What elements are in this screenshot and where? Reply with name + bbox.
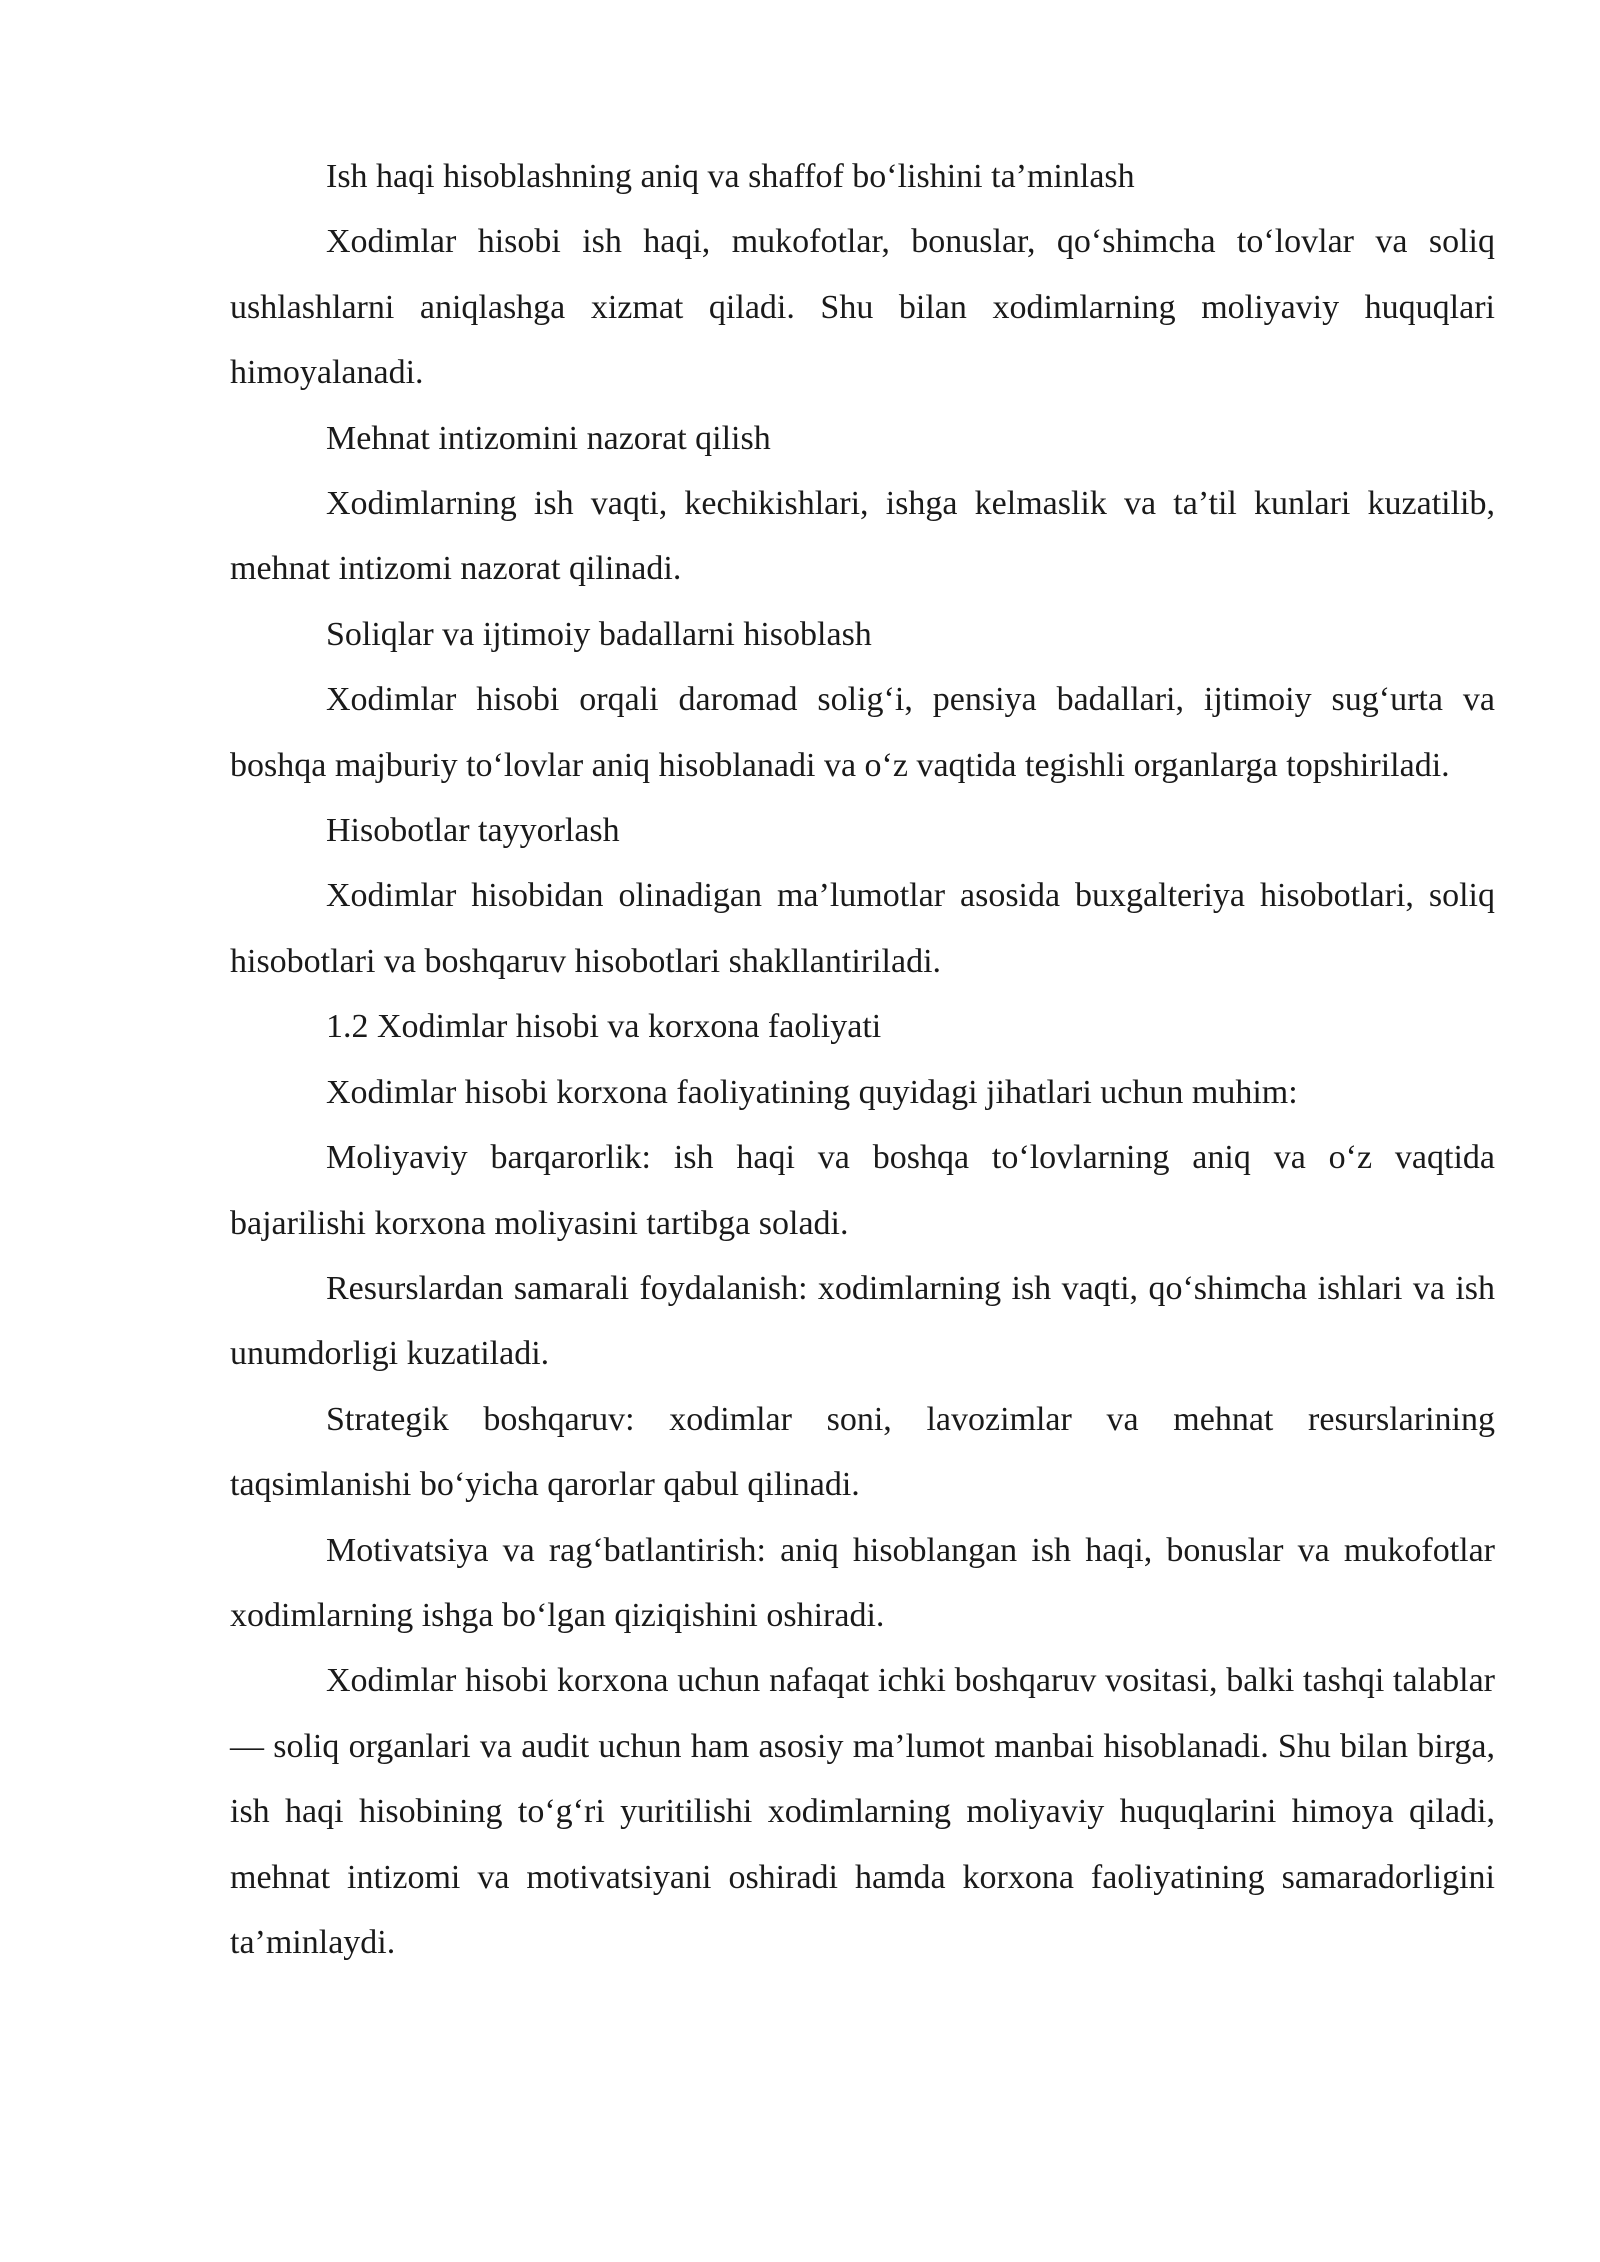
body-paragraph: Xodimlarning ish vaqti, kechikishlari, ishga kelmaslik va ta’til kunlari kuzatilib, mehnat intizomi nazorat qilinadi. — [230, 485, 1495, 588]
section-heading: Hisobotlar tayyorlash — [326, 812, 620, 850]
body-paragraph: Xodimlar hisobidan olinadigan ma’lumotlar asosida buxgalteriya hisobotlari, soliq hisobotlari va boshqaruv hisobotlari shakllantiriladi. — [230, 877, 1495, 980]
document-body — [230, 144, 1495, 1975]
list-paragraph: Strategik boshqaruv: xodimlar soni, lavozimlar va mehnat resurslarining taqsimlanishi bo‘yicha qarorlar qabul qilinadi. — [230, 1400, 1495, 1504]
list-paragraph: Motivatsiya va rag‘batlantirish: aniq hisoblangan ish haqi, bonuslar va mukofotlar xodimlarning ishga bo‘lgan qiziqishini oshiradi. — [230, 1531, 1495, 1634]
list-paragraph: Moliyaviy barqarorlik: ish haqi va boshqa to‘lovlarning aniq va o‘z vaqtida bajarilishi korxona moliyasini tartibga soladi. — [230, 1139, 1495, 1242]
list-paragraph: Resurslardan samarali foydalanish: xodimlarning ish vaqti, qo‘shimcha ishlari va ish unumdorligi kuzatiladi. — [230, 1269, 1495, 1373]
body-paragraph: Xodimlar hisobi orqali daromad solig‘i, pensiya badallari, ijtimoiy sug‘urta va boshqa majburiy to‘lovlar aniq hisoblanadi va o‘z vaqtida tegishli organlarga topshiriladi. — [230, 681, 1495, 784]
section-heading: Mehnat intizomini nazorat qilish — [326, 419, 771, 457]
body-paragraph: Xodimlar hisobi korxona faoliyatining quyidagi jihatlari uchun muhim: — [326, 1073, 1298, 1111]
body-paragraph: Xodimlar hisobi ish haqi, mukofotlar, bonuslar, qo‘shimcha to‘lovlar va soliq ushlashlarni aniqlashga xizmat qiladi. Shu bilan xodimlarning moliyaviy huquqlari himoyalanadi. — [230, 223, 1495, 392]
chapter-subheading: 1.2 Xodimlar hisobi va korxona faoliyati — [326, 1008, 882, 1046]
section-heading: Ish haqi hisoblashning aniq va shaffof bo‘lishini ta’minlash — [326, 158, 1135, 195]
conclusion-paragraph: Xodimlar hisobi korxona uchun nafaqat ichki boshqaruv vositasi, balki tashqi talablar — soliq organlari va audit uchun ham asosiy ma’lumot manbai hisoblanadi. Shu bilan birga, ish haqi hisobining to‘g‘ri yuritilishi xodimlarning moliyaviy huquqlarini himoya qiladi, mehnat intizomi va motivatsiyani oshiradi hamda korxona faoliyatining samaradorligini ta’minlaydi. — [230, 1662, 1495, 1961]
section-heading: Soliqlar va ijtimoiy badallarni hisoblash — [326, 615, 872, 653]
